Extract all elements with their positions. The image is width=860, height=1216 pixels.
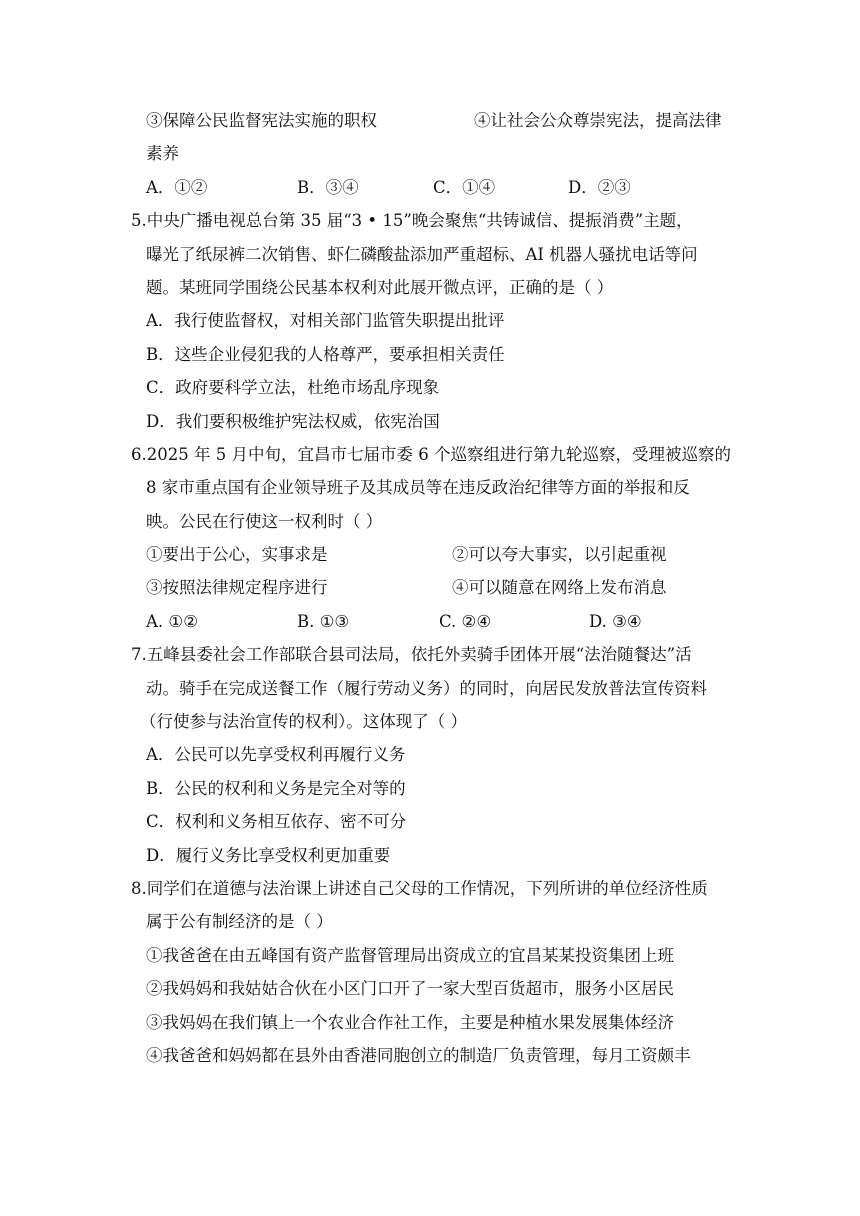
q8-stem-line-1: 8.同学们在道德与法治课上讲述自己父母的工作情况，下列所讲的单位经济性质 — [131, 878, 708, 898]
q5-option-a: A．我行使监督权，对相关部门监管失职提出批评 — [146, 311, 505, 331]
q8-statement-3: ③我妈妈在我们镇上一个农业合作社工作，主要是种植水果发展集体经济 — [146, 1012, 674, 1032]
q8-statement-1: ①我爸爸在由五峰国有资产监督管理局出资成立的宜昌某某投资集团上班 — [146, 945, 674, 965]
q4-statement-4: ④让社会公众尊崇宪法，提高法律 — [474, 111, 722, 130]
q7-option-c: C．权利和义务相互依存、密不可分 — [146, 812, 407, 832]
q4-statements-row — [0, 104, 860, 137]
q4-option-d: D．②③ — [568, 177, 631, 197]
q4-statement-4-continued: 素养 — [146, 144, 179, 164]
q6-statement-3: ③按照法律规定程序进行 — [146, 578, 328, 598]
q7-option-b: B．公民的权利和义务是完全对等的 — [146, 778, 406, 798]
q6-statement-2: ②可以夸大事实，以引起重视 — [452, 545, 667, 565]
q4-options-row — [0, 171, 860, 204]
q5-option-d: D．我们要积极维护宪法权威，依宪治国 — [146, 411, 440, 431]
q8-statement-2: ②我妈妈和我姑姑合伙在小区门口开了一家大型百货超市，服务小区居民 — [146, 979, 674, 999]
q7-option-d: D．履行义务比享受权利更加重要 — [146, 845, 391, 865]
q5-stem-line-1: 5.中央广播电视总台第 35 届“3 • 15”晚会聚焦“共铸诚信、提振消费”主题， — [131, 211, 693, 231]
q7-stem-line-2: 动。骑手在完成送餐工作（履行劳动义务）的同时，向居民发放普法宣传资料 — [146, 678, 707, 698]
q6-stem-line-3: 映。公民在行使这一权利时（ ） — [146, 511, 383, 531]
q6-option-d: D. ③④ — [589, 611, 642, 631]
exam-page — [0, 104, 860, 1072]
q7-stem-line-1: 7.五峰县委社会工作部联合县司法局，依托外卖骑手团体开展“法治随餐达”活 — [131, 645, 692, 665]
q6-statements-row-2 — [0, 571, 860, 604]
q5-option-c: C．政府要科学立法，杜绝市场乱序现象 — [146, 378, 440, 398]
q8-stem-line-2: 属于公有制经济的是（ ） — [146, 912, 333, 932]
q4-option-a: A．①② — [146, 177, 208, 197]
q4-option-c: C．①④ — [433, 177, 496, 197]
q6-options-row — [0, 605, 860, 638]
q6-option-c: C. ②④ — [439, 611, 492, 631]
q4-statement-3: ③保障公民监督宪法实施的职权 — [146, 111, 377, 130]
q7-stem-line-3: （行使参与法治宣传的权利）。这体现了（ ） — [140, 712, 467, 732]
q6-option-a: A. ①② — [146, 611, 198, 631]
q5-stem-line-2: 曝光了纸尿裤二次销售、虾仁磷酸盐添加严重超标、AI 机器人骚扰电话等问 — [146, 244, 698, 264]
q6-statements-row-1 — [0, 538, 860, 571]
q6-statement-4: ④可以随意在网络上发布消息 — [452, 578, 667, 598]
q7-option-a: A．公民可以先享受权利再履行义务 — [146, 745, 406, 765]
q5-option-b: B．这些企业侵犯我的人格尊严，要承担相关责任 — [146, 344, 505, 364]
q6-stem-line-1: 6.2025 年 5 月中旬，宜昌市七届市委 6 个巡察组进行第九轮巡察，受理被巡察的 — [131, 444, 731, 464]
q4-option-b: B．③④ — [297, 177, 359, 197]
q6-option-b: B. ①③ — [297, 611, 350, 631]
q8-statement-4: ④我爸爸和妈妈都在县外由香港同胞创立的制造厂负责管理，每月工资颇丰 — [146, 1045, 691, 1065]
q5-stem-line-3: 题。某班同学围绕公民基本权利对此展开微点评，正确的是（ ） — [146, 277, 614, 297]
q6-statement-1: ①要出于公心，实事求是 — [146, 545, 328, 565]
q6-stem-line-2: 8 家市重点国有企业领导班子及其成员等在违反政治纪律等方面的举报和反 — [146, 478, 690, 498]
